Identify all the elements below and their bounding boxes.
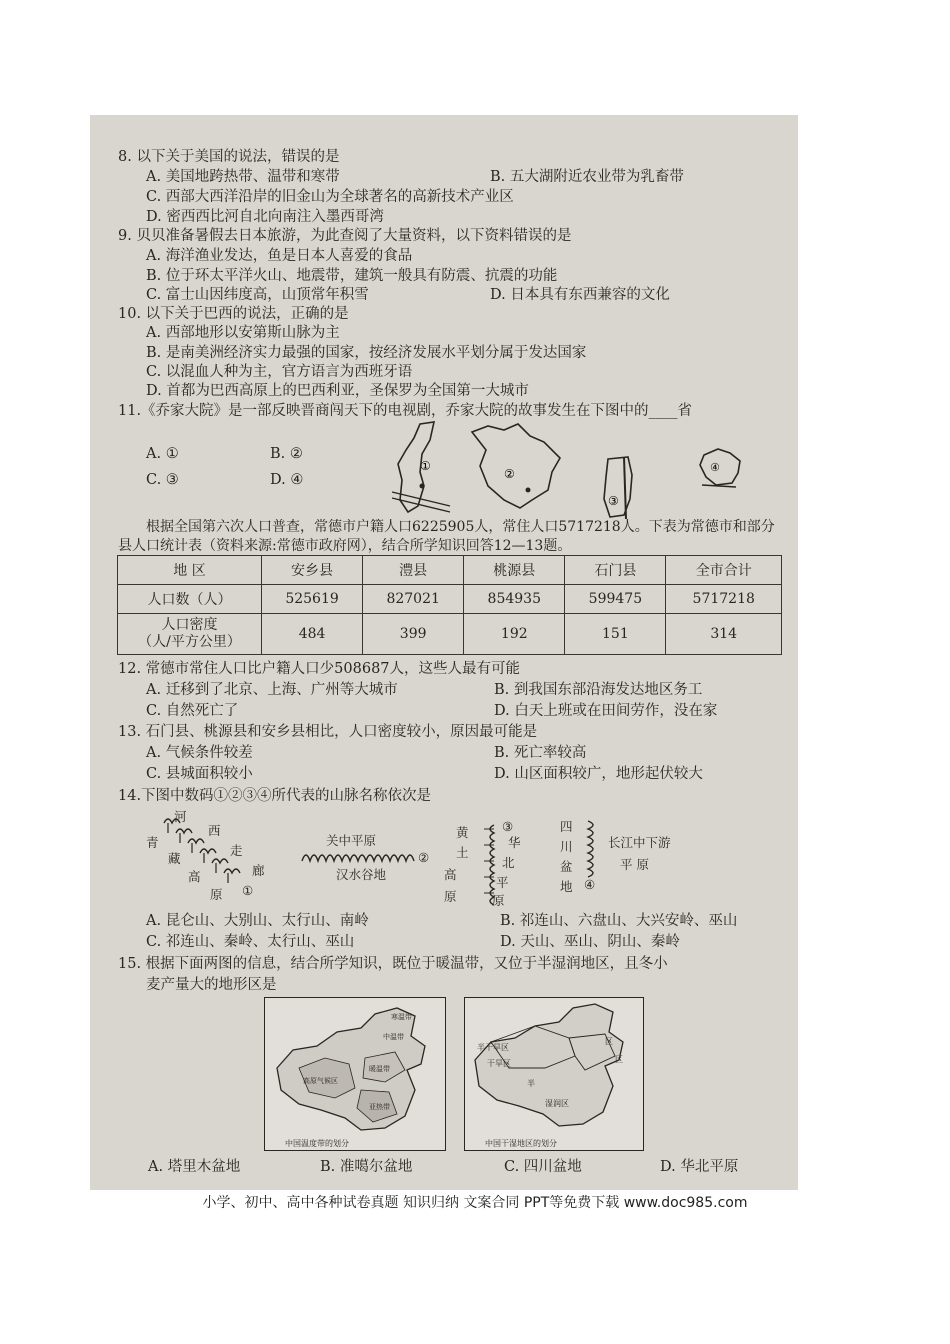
fig3-label: 原: [492, 893, 505, 908]
table-cell: 地 区: [118, 556, 262, 585]
q15-stem-1: 15. 根据下面两图的信息，结合所学知识，既位于暖温带，又位于半湿润地区，且冬小: [118, 956, 668, 972]
table-cell: 854935: [464, 585, 565, 614]
map1-label: 亚热带: [369, 1103, 390, 1111]
map-label-3: ③: [608, 494, 619, 508]
table-cell: 桃源县: [464, 556, 565, 585]
q8-stem: 8. 以下关于美国的说法，错误的是: [118, 149, 340, 165]
q14-option-a: A. 昆仑山、大别山、太行山、南岭: [146, 913, 369, 929]
table-cell: 314: [666, 614, 782, 655]
q11-stem: 11.《乔家大院》是一部反映晋商闯天下的电视剧，乔家大院的故事发生在下图中的____省: [118, 403, 693, 419]
q9-option-c: C. 富士山因纬度高，山顶常年积雪: [146, 287, 369, 303]
q13-stem: 13. 石门县、桃源县和安乡县相比，人口密度较小，原因最可能是: [118, 724, 538, 740]
fig4-number: ④: [584, 877, 596, 892]
fig1-label: 高: [188, 869, 201, 884]
q10-option-b: B. 是南美洲经济实力最强的国家，按经济发展水平划分属于发达国家: [146, 345, 587, 361]
q13-option-c: C. 县城面积较小: [146, 766, 253, 782]
download-footer: 小学、初中、高中各种试卷真题 知识归纳 文案合同 PPT等免费下载 www.doc985.com: [202, 1195, 748, 1211]
q9-option-d: D. 日本具有东西兼容的文化: [490, 287, 670, 303]
intro-line-1: 根据全国第六次人口普查，常德市户籍人口6225905人，常住人口5717218人。下表为常德市和部分: [146, 519, 775, 535]
q10-option-c: C. 以混血人种为主，官方语言为西班牙语: [146, 364, 413, 380]
map1-label: 暖温带: [369, 1065, 390, 1073]
china-map-outline-2: [465, 998, 643, 1150]
table-row: [118, 614, 782, 655]
q8-option-c: C. 西部大西洋沿岸的旧金山为全球著名的高新技术产业区: [146, 189, 514, 205]
table-cell: 安乡县: [262, 556, 363, 585]
table-cell: 全市合计: [666, 556, 782, 585]
q12-option-c: C. 自然死亡了: [146, 703, 239, 719]
table-cell: 人口数（人）: [118, 585, 262, 614]
province-map-1: [390, 420, 452, 515]
q13-option-a: A. 气候条件较差: [146, 745, 253, 761]
fig1-number: ①: [242, 883, 254, 898]
q9-stem: 9. 贝贝准备暑假去日本旅游，为此查阅了大量资料，以下资料错误的是: [118, 228, 572, 244]
q13-option-d: D. 山区面积较广，地形起伏较大: [494, 766, 703, 782]
table-cell: 484: [262, 614, 363, 655]
map1-title: 中国温度带的划分: [285, 1139, 349, 1148]
map2-label: 湿润区: [545, 1099, 569, 1108]
fig3-label: 土: [456, 845, 469, 860]
q8-option-d: D. 密西西比河自北向南注入墨西哥湾: [146, 209, 384, 225]
q11-option-c: C. ③: [146, 472, 179, 488]
table-cell: 827021: [363, 585, 464, 614]
map-label-4: ④: [710, 461, 720, 474]
fig3-label: 高: [444, 867, 457, 882]
fig3-number: ③: [502, 819, 514, 834]
q10-option-d: D. 首都为巴西高原上的巴西利亚，圣保罗为全国第一大城市: [146, 383, 529, 399]
map2-label: 区: [615, 1055, 623, 1064]
table-row: [118, 585, 782, 614]
fig4-label: 四: [560, 819, 573, 834]
map1-label: 高原气候区: [303, 1077, 338, 1085]
q12-option-b: B. 到我国东部沿海发达地区务工: [494, 682, 703, 698]
table-cell: 192: [464, 614, 565, 655]
q15-option-a: A. 塔里木盆地: [148, 1159, 241, 1175]
q10-option-a: A. 西部地形以安第斯山脉为主: [146, 325, 340, 341]
population-table: [117, 555, 782, 655]
fig3-label: 北: [502, 855, 515, 870]
map2-label: 半干旱区: [477, 1043, 509, 1052]
fig3-label: 黄: [456, 825, 469, 840]
fig2-number: ②: [418, 850, 430, 865]
fig1-label: 河: [174, 809, 187, 824]
fig1-label: 藏: [168, 851, 181, 866]
fig4-label: 地: [560, 879, 573, 894]
map2-label: 半: [527, 1079, 535, 1088]
map-label-2: ②: [504, 467, 515, 481]
table-cell: 399: [363, 614, 464, 655]
fig1-label: 走: [230, 843, 243, 858]
table-cell: 151: [565, 614, 666, 655]
table-header-row: [118, 556, 782, 585]
q13-option-b: B. 死亡率较高: [494, 745, 587, 761]
q12-option-a: A. 迁移到了北京、上海、广州等大城市: [146, 682, 398, 698]
table-cell: 澧县: [363, 556, 464, 585]
q14-option-b: B. 祁连山、六盘山、大兴安岭、巫山: [500, 913, 738, 929]
fig1-label: 西: [208, 823, 221, 838]
map2-title: 中国干湿地区的划分: [485, 1139, 557, 1148]
q8-option-a: A. 美国地跨热带、温带和寒带: [146, 169, 340, 185]
table-cell: 5717218: [666, 585, 782, 614]
q14-option-d: D. 天山、巫山、阴山、秦岭: [500, 934, 680, 950]
map1-label: 中温带: [383, 1033, 404, 1041]
table-cell: [118, 614, 262, 655]
map-label-1: ①: [420, 459, 431, 473]
province-map-4: [696, 445, 746, 490]
fig2-label: 汉水谷地: [336, 867, 387, 882]
province-map-2: [468, 420, 564, 510]
q9-option-b: B. 位于环太平洋火山、地震带，建筑一般具有防震、抗震的功能: [146, 268, 558, 284]
q8-option-b: B. 五大湖附近农业带为乳畜带: [490, 169, 684, 185]
map2-label: 区: [605, 1037, 613, 1046]
fig1-label: 青: [146, 835, 159, 850]
q12-stem: 12. 常德市常住人口比户籍人口少508687人，这些人最有可能: [118, 661, 521, 677]
q11-option-b: B. ②: [270, 446, 303, 462]
fig2-label: 关中平原: [326, 833, 377, 848]
q10-stem: 10. 以下关于巴西的说法，正确的是: [118, 306, 349, 322]
mountain-range-4: [582, 819, 602, 881]
fig4-label: 平 原: [620, 857, 649, 872]
q11-option-d: D. ④: [270, 472, 304, 488]
table-cell: 525619: [262, 585, 363, 614]
q15-option-d: D. 华北平原: [660, 1159, 739, 1175]
table-cell: 石门县: [565, 556, 666, 585]
table-cell: 599475: [565, 585, 666, 614]
q14-stem: 14.下图中数码①②③④所代表的山脉名称依次是: [118, 788, 432, 804]
fig1-label: 廊: [252, 863, 265, 878]
province-map-3: [598, 455, 638, 520]
mountain-range-2: [300, 847, 420, 865]
intro-line-2: 县人口统计表（资料来源:常德市政府网），结合所学知识回答12—13题。: [118, 538, 572, 554]
density-label-1: 人口密度: [161, 617, 218, 633]
fig1-label: 原: [210, 887, 223, 902]
q15-option-c: C. 四川盆地: [504, 1159, 582, 1175]
q9-option-a: A. 海洋渔业发达，鱼是日本人喜爱的食品: [146, 248, 413, 264]
fig3-label: 华: [508, 835, 521, 850]
fig3-label: 原: [444, 889, 457, 904]
dry-wet-zone-map: [464, 997, 644, 1151]
temperature-zone-map: [264, 997, 446, 1151]
china-map-outline-1: [265, 998, 445, 1150]
q15-option-b: B. 准噶尔盆地: [320, 1159, 413, 1175]
map1-label: 寒温带: [391, 1013, 412, 1021]
fig3-label: 平: [496, 875, 509, 890]
q12-option-d: D. 白天上班或在田间劳作，没在家: [494, 703, 718, 719]
q15-stem-2: 麦产量大的地形区是: [146, 977, 277, 993]
fig4-label: 川: [560, 839, 573, 854]
fig4-label: 长江中下游: [608, 835, 671, 850]
scanned-exam-page: [90, 115, 798, 1190]
q14-option-c: C. 祁连山、秦岭、太行山、巫山: [146, 934, 355, 950]
density-label-2: （人/平方公里）: [138, 634, 241, 650]
map2-label: 干旱区: [487, 1059, 511, 1068]
q11-option-a: A. ①: [146, 446, 179, 462]
fig4-label: 盆: [560, 859, 573, 874]
